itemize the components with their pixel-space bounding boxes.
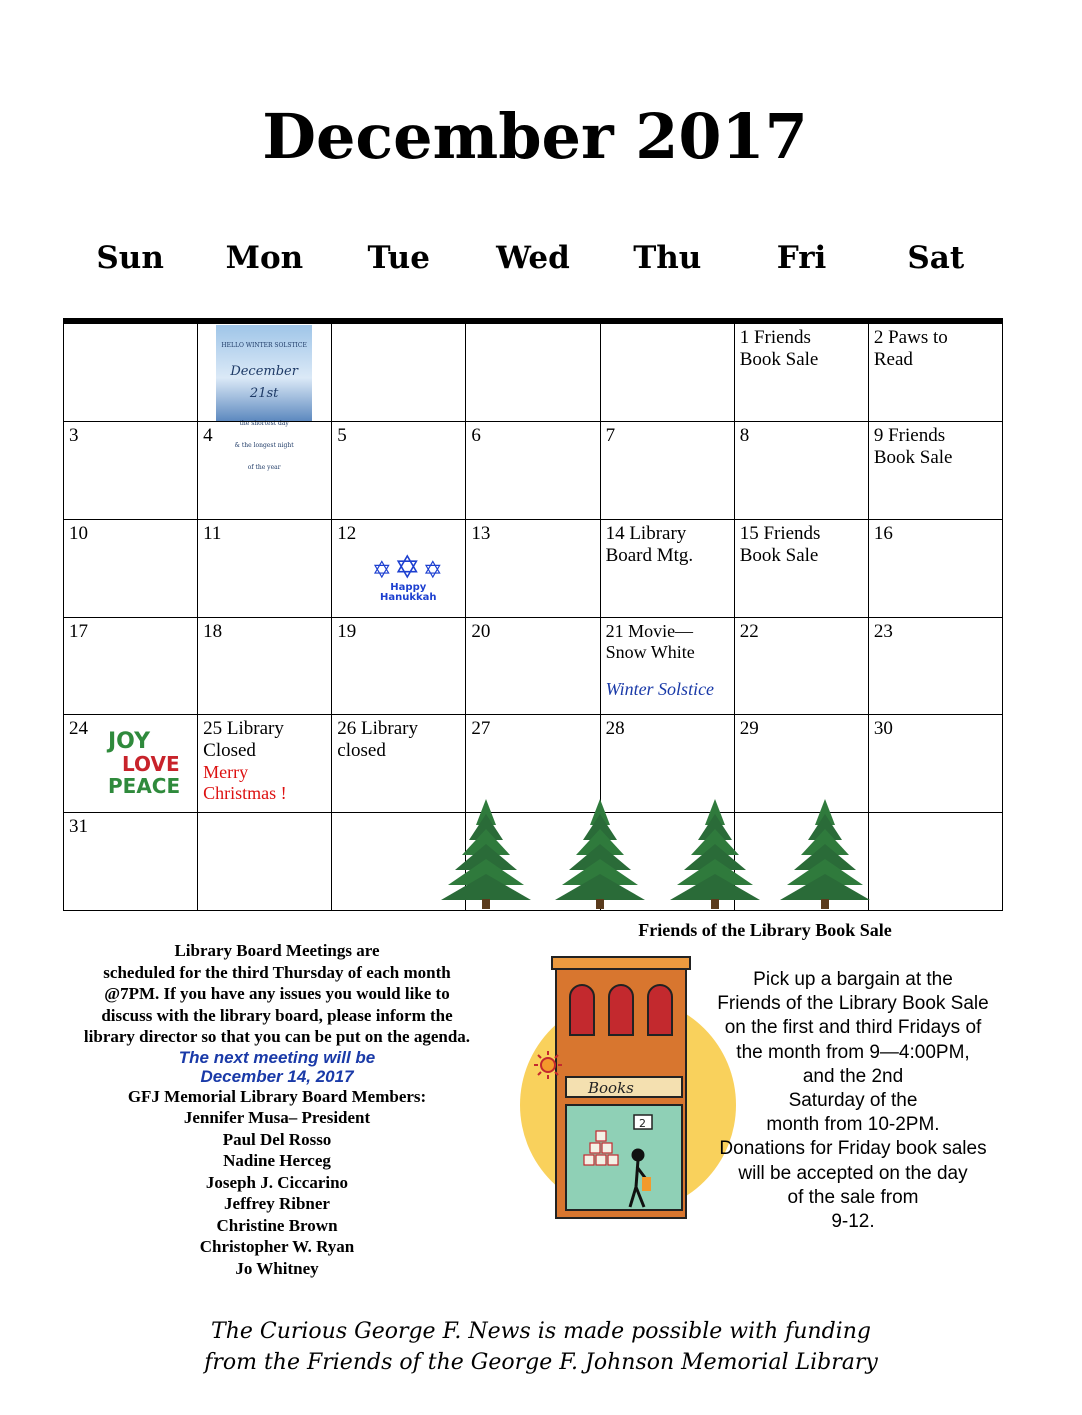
board-member: Jennifer Musa– President [183, 1108, 371, 1127]
board-intro-line: library director so that you can be put on the agenda. [83, 1027, 471, 1046]
winter-solstice-image [216, 325, 312, 471]
book-sale-title: Friends of the Library Book Sale [638, 920, 892, 940]
day-entry: 27 [471, 718, 491, 740]
sale-line: will be accepted on the day [738, 1162, 968, 1184]
day-cell [869, 519, 1003, 617]
sale-line: Pick up a bargain at the [753, 969, 953, 990]
day-entry-line: Book Sale [739, 544, 819, 566]
day-cell [198, 812, 332, 910]
day-entry-line: Book Sale [873, 446, 953, 468]
day-cell [332, 714, 466, 812]
weekday-mon: Mon [225, 240, 304, 276]
day-cell [735, 519, 869, 617]
joy-word: JOY [108, 729, 151, 755]
day-entry: 31 [69, 816, 88, 838]
hanukkah-text: Hanukkah [380, 591, 437, 603]
day-cell [64, 421, 198, 519]
weekday-tue: Tue [367, 240, 430, 276]
day-cell [466, 812, 600, 910]
day-cell [466, 421, 600, 519]
day-entry-line: Snow White [605, 641, 695, 662]
sale-line: of the sale from [787, 1186, 919, 1208]
weekday-thu: Thu [633, 240, 702, 276]
day-entry: 10 [69, 522, 88, 544]
day-entry-line: Closed [203, 740, 256, 762]
day-entry: 16 [873, 522, 893, 544]
day-cell [466, 617, 600, 715]
board-intro-line: discuss with the library board, please inform the [101, 1005, 453, 1025]
day-cell [735, 323, 869, 421]
board-intro-line: scheduled for the third Thursday of each month [103, 962, 451, 982]
board-member: Paul Del Rosso [222, 1129, 332, 1149]
hanukkah-image [358, 547, 458, 616]
day-entry: 26 Library [337, 718, 419, 740]
peace-word: PEACE [108, 774, 181, 799]
love-word: LOVE [122, 752, 180, 777]
next-meeting-line: The next meeting will be [178, 1047, 376, 1067]
day-entry: 11 [203, 522, 222, 544]
store-number-text: 2 [639, 1117, 646, 1130]
holiday-greeting: Christmas ! [203, 783, 287, 804]
day-cell [64, 812, 198, 910]
weekday-wed: Wed [496, 240, 570, 276]
store-sign-text: Books [588, 1079, 634, 1097]
book-sale-description [700, 968, 1006, 1234]
day-entry: 18 [203, 620, 223, 642]
board-intro-line: Library Board Meetings are [174, 941, 380, 960]
day-cell [601, 323, 735, 421]
board-member: Jo Whitney [235, 1258, 319, 1278]
holiday-greeting: Merry [203, 762, 249, 783]
solstice-caption: the shortest day [239, 420, 289, 427]
day-entry: 7 [605, 424, 616, 446]
day-entry: 4 [203, 424, 213, 446]
joy-love-peace-image [108, 731, 188, 801]
solstice-caption: of the year [247, 464, 281, 471]
day-entry: 14 Library [605, 522, 687, 544]
board-member: Nadine Herceg [223, 1151, 331, 1170]
board-member: Joseph J. Ciccarino [205, 1172, 349, 1192]
sale-line: 9-12. [831, 1211, 875, 1233]
board-member: Jeffrey Ribner [224, 1194, 330, 1213]
day-entry-line: Book Sale [739, 349, 819, 370]
day-entry: 17 [69, 620, 88, 642]
sale-line: the month from 9—4:00PM, [736, 1041, 970, 1063]
day-cell [601, 617, 735, 715]
solstice-date: December 21st [230, 364, 298, 401]
sale-line: Donations for Friday book sales [719, 1138, 987, 1160]
holiday-note: Winter Solstice [605, 678, 715, 699]
day-entry: 23 [873, 620, 893, 642]
day-entry: 19 [337, 620, 357, 642]
day-entry: 21 Movie— [605, 620, 694, 641]
day-cell [198, 323, 332, 471]
day-entry-line: Read [873, 349, 913, 370]
day-cell [198, 519, 332, 617]
day-cell [466, 519, 600, 617]
day-entry-line: Board Mtg. [605, 544, 694, 566]
day-cell [735, 714, 869, 812]
day-entry: 12 [337, 522, 357, 544]
sale-line: Friends of the Library Book Sale [717, 993, 989, 1015]
footer-line: The Curious George F. News is made possible with funding [211, 1319, 871, 1344]
bookstore-illustration [520, 955, 710, 1220]
day-entry: 8 [739, 424, 750, 446]
board-intro-line: @7PM. If you have any issues you would like to [104, 984, 450, 1003]
day-entry: 24 [69, 718, 88, 740]
day-cell [869, 714, 1003, 812]
day-cell [64, 519, 198, 617]
board-member: Christopher W. Ryan [199, 1237, 355, 1256]
day-cell [332, 323, 466, 421]
day-entry: 9 Friends [873, 424, 946, 446]
day-entry-line: closed [337, 740, 386, 762]
day-cell [735, 421, 869, 519]
day-entry: 20 [471, 620, 491, 642]
day-cell [332, 812, 466, 910]
day-cell [735, 812, 869, 910]
day-entry: 1 Friends [739, 327, 811, 348]
star-of-david-icon: ✡✡✡ [371, 547, 445, 586]
day-cell [869, 421, 1003, 519]
weekday-fri: Fri [776, 240, 827, 276]
day-cell [332, 421, 466, 519]
sale-line: month from 10-2PM. [766, 1114, 940, 1136]
day-entry: 2 Paws to [873, 327, 948, 348]
day-entry: 15 Friends [739, 522, 821, 544]
footer-line: from the Friends of the George F. Johnson Memorial Library [204, 1350, 878, 1375]
day-cell [869, 617, 1003, 715]
day-entry: 25 Library [203, 718, 284, 740]
funding-footer [0, 1316, 1082, 1378]
board-member: Christine Brown [216, 1215, 338, 1235]
weekday-header [63, 240, 1003, 290]
board-meetings-notice [60, 940, 494, 1279]
day-entry: 3 [69, 424, 79, 446]
day-cell [64, 617, 198, 715]
day-cell [198, 617, 332, 715]
day-cell [869, 323, 1003, 421]
day-entry: 6 [471, 424, 481, 446]
page-title: December 2017 [262, 100, 808, 173]
day-entry: 22 [739, 620, 759, 642]
day-cell [466, 323, 600, 421]
sale-line: Saturday of the [788, 1090, 918, 1112]
sale-line: on the first and third Fridays of [724, 1017, 982, 1039]
day-cell [601, 714, 735, 812]
next-meeting-date: December 14, 2017 [200, 1066, 354, 1086]
day-cell [869, 812, 1003, 910]
day-cell [601, 812, 735, 910]
day-entry: 5 [337, 424, 347, 446]
solstice-caption: & the longest night [234, 442, 294, 449]
day-cell [466, 714, 600, 812]
day-entry: 28 [605, 718, 625, 740]
day-entry: 29 [739, 718, 759, 740]
day-entry: 13 [471, 522, 491, 544]
weekday-sun: Sun [96, 240, 164, 276]
members-heading: GFJ Memorial Library Board Members: [127, 1086, 427, 1106]
day-cell [64, 323, 198, 421]
solstice-headline: HELLO WINTER SOLSTICE [221, 342, 307, 349]
day-cell [601, 421, 735, 519]
day-cell [64, 714, 198, 812]
sale-line: and the 2nd [802, 1065, 904, 1087]
day-cell [332, 519, 466, 617]
day-cell [198, 714, 332, 812]
day-cell [601, 519, 735, 617]
day-cell [332, 617, 466, 715]
calendar-grid [63, 323, 1003, 911]
weekday-sat: Sat [907, 240, 965, 276]
day-cell [198, 421, 332, 519]
day-entry: 30 [873, 718, 893, 740]
day-cell [735, 617, 869, 715]
hanukkah-text: Happy [390, 581, 427, 593]
